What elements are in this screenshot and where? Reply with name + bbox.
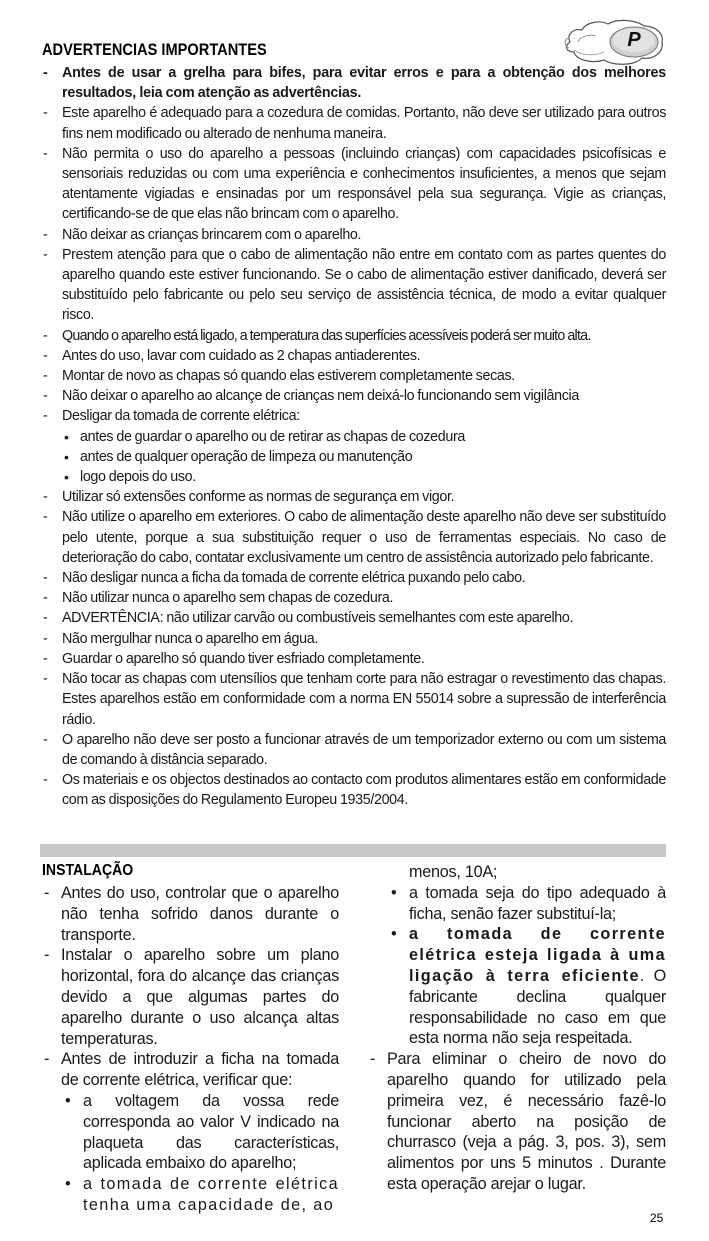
warning-item: - Este aparelho é adequado para a cozedura de comidas. Portanto, não deve ser utilizado para outros fins nem modificado ou alterado de nenhuma maneira. <box>42 103 666 143</box>
warning-item: - Antes do uso, lavar com cuidado as 2 chapas antiaderentes. <box>42 346 666 366</box>
warning-item: - Não permita o uso do aparelho a pessoas (incluindo crianças) com capacidades psicofísicas e sensoriais reduzidas ou com uma experiência e conhecimentos insuficientes, a menos que sejam atentamente vigiadas e ensinadas por um responsável pela sua segurança. Vigie as crianças, certificando-se de que elas não brincam com o aparelho. <box>42 144 666 225</box>
warning-item: - Quando o aparelho está ligado, a temperatura das superfícies acessíveis poderá ser muito alta. <box>42 326 666 346</box>
warnings-list <box>42 63 666 811</box>
section-divider <box>40 844 666 857</box>
warning-item: - Montar de novo as chapas só quando elas estiverem completamente secas. <box>42 366 666 386</box>
installation-list-continued <box>368 1049 666 1195</box>
check-item <box>387 924 666 1049</box>
warning-item: - Utilizar só extensões conforme as normas de segurança em vigor. <box>42 487 666 507</box>
warning-item: - Não desligar nunca a ficha da tomada de corrente elétrica puxando pelo cabo. <box>42 568 666 588</box>
warning-item: - Os materiais e os objectos destinados ao contacto com produtos alimentares estão em conformidade com as disposições do Regulamento Europeu 1935/2004. <box>42 770 666 810</box>
check-item-text: . O fabricante declina qualquer responsabilidade no caso em que esta norma não seja respeitada. <box>409 966 666 1048</box>
warning-item: - Prestem atenção para que o cabo de alimentação não entre em contato com as partes quentes do aparelho quando este estiver funcionando. Se o cabo de alimentação estiver danificado, deverá ser substituído pelo fabricante ou pelo seu serviço de assistência técnica, de modo a evitar qualquer risco. <box>42 245 666 326</box>
warning-item: - ADVERTÊNCIA: não utilizar carvão ou combustíveis semelhantes com este aparelho. <box>42 608 666 628</box>
warning-item: - Não utilizar nunca o aparelho sem chapas de cozedura. <box>42 588 666 608</box>
unplug-subitem: • antes de guardar o aparelho ou de retirar as chapas de cozedura <box>62 427 666 447</box>
warning-item: - O aparelho não deve ser posto a funcionar através de um temporizador externo ou com um sistema de comando à distância separado. <box>42 730 666 770</box>
installation-title: INSTALAÇÃO <box>42 862 134 879</box>
unplug-subitem: • logo depois do uso. <box>62 467 666 487</box>
badge-letter: P <box>627 29 641 51</box>
warning-item-unplug <box>42 406 666 487</box>
installation-list <box>42 883 339 1216</box>
warning-item: - Antes de usar a grelha para bifes, para evitar erros e para a obtenção dos melhores resultados, leia com atenção as advertências. <box>42 63 666 103</box>
unplug-sublist <box>62 427 666 488</box>
warning-item: - Não tocar as chapas com utensílios que tenham corte para não estragar o revestimento das chapas. Estes aparelhos estão em conformidade com a norma EN 55014 sobre a supressão de interferência rádio. <box>42 669 666 730</box>
warning-item: - Não deixar as crianças brincarem com o aparelho. <box>42 225 666 245</box>
installation-item: - Antes do uso, controlar que o aparelho não tenha sofrido danos durante o transporte. <box>42 883 339 945</box>
unplug-subitem: • antes de qualquer operação de limpeza ou manutenção <box>62 447 666 467</box>
installation-item: - Para eliminar o cheiro de novo do aparelho quando for utilizado pela primeira vez, é necessário fazê-lo funcionar aberto na posição de churrasco (veja a pág. 3, pos. 3), sem alimentos por uns 5 minutos . Durante esta operação arejar o lugar. <box>368 1049 666 1195</box>
warning-item: - Não deixar o aparelho ao alcançe de crianças nem deixá-lo funcionando sem vigilância <box>42 386 666 406</box>
check-item-continuation: menos, 10A; <box>409 863 498 881</box>
warning-item: - Guardar o aparelho só quando tiver esfriado completamente. <box>42 649 666 669</box>
installation-item: - Instalar o aparelho sobre um plano horizontal, fora do alcançe das crianças devido a que algumas partes do aparelho durante o uso alcança altas temperaturas. <box>42 945 339 1049</box>
warning-item-text: Desligar da tomada de corrente elétrica: <box>62 408 300 425</box>
check-item: • a voltagem da vossa rede corresponda ao valor V indicado na plaqueta das características, aplicada embaixo do aparelho; <box>61 1091 339 1174</box>
steak-icon <box>560 12 668 70</box>
installation-column-left <box>42 883 339 1216</box>
installation-item-text: Antes de introduzir a ficha na tomada de corrente elétrica, verificar que: <box>61 1050 339 1090</box>
page-number: 25 <box>650 1211 664 1225</box>
check-item: • a tomada seja do tipo adequado à ficha, senão fazer substituí-la; <box>387 883 666 925</box>
warning-item: - Não utilize o aparelho em exteriores. O cabo de alimentação deste aparelho não deve ser substituído pelo utente, porque a sua substituição requer o uso de ferramentas especiais. No caso de deterioração do cabo, contatar exclusivamente um centro de assistência autorizado pelo fabricante. <box>42 507 666 568</box>
check-item: • a tomada de corrente elétrica tenha uma capacidade de, ao <box>61 1174 339 1216</box>
check-item-emphasis: a tomada de corrente elétrica esteja ligada à uma ligação à terra eficiente <box>409 925 666 985</box>
installation-column-right <box>368 862 666 1195</box>
warnings-title: ADVERTENCIAS IMPORTANTES <box>42 40 267 59</box>
language-badge <box>560 12 668 70</box>
warning-item: - Não mergulhar nunca o aparelho em água. <box>42 629 666 649</box>
installation-item <box>42 1049 339 1215</box>
